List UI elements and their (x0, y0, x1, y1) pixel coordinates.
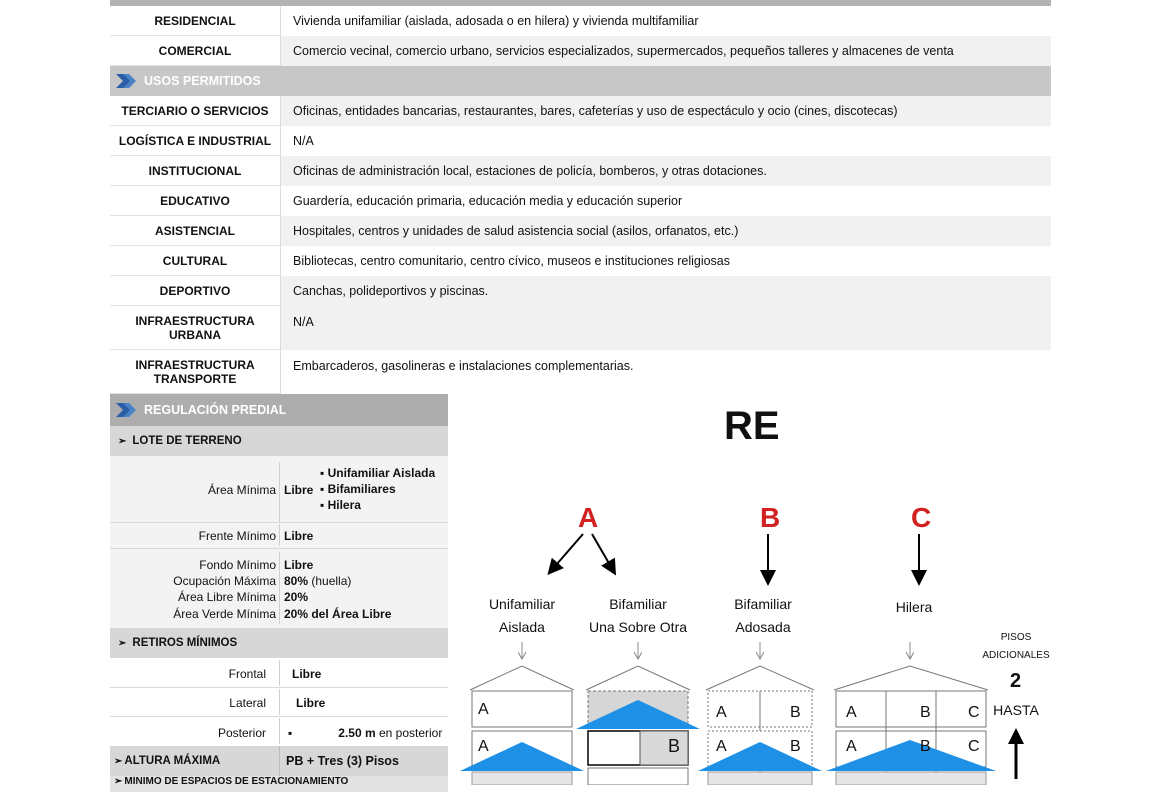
section-header-usos-permitidos (110, 66, 1051, 96)
row-value: Oficinas, entidades bancarias, restaurantes, bares, cafeterías y uso de espectáculo y ocio (cines, discotecas) (280, 96, 1051, 126)
row-value: Canchas, polideportivos y piscinas. (280, 276, 1051, 306)
arrow-right-icon: ➢ (118, 435, 127, 447)
unit-label: A (846, 738, 857, 755)
type-label: Aislada (499, 619, 545, 635)
row-label: TERCIARIO O SERVICIOS (110, 96, 280, 126)
letter-a: A (578, 502, 599, 533)
row-label: INFRAESTRUCTURA URBANA (110, 306, 280, 350)
field-label: Ocupación Máxima (173, 574, 276, 588)
field-value: Libre (284, 529, 314, 543)
house-bifamiliar-sobre-otra (576, 666, 700, 785)
row-label: LOGÍSTICA E INDUSTRIAL (110, 126, 280, 156)
divider (110, 716, 448, 717)
divider (279, 552, 280, 624)
divider (279, 689, 280, 715)
row-value: Guardería, educación primaria, educación media y educación superior (280, 186, 1051, 216)
hasta-label: HASTA (993, 702, 1039, 718)
arrow-up-icon (1008, 728, 1024, 744)
divider (279, 524, 280, 546)
table-row-cultural (110, 246, 1051, 276)
row-label: INSTITUCIONAL (110, 156, 280, 186)
field-value: Libre (292, 667, 322, 681)
row-label: ASISTENCIAL (110, 216, 280, 246)
bullet-item: ▪ Unifamiliar Aislada (320, 466, 436, 480)
type-label: Adosada (735, 619, 791, 635)
unit-label: C (968, 738, 980, 755)
letter-c: C (911, 502, 932, 533)
row-value: Comercio vecinal, comercio urbano, servicios especializados, supermercados, pequeños talleres y almacenes de venta (280, 36, 1051, 66)
arrow-right-icon: ➢ (114, 755, 123, 767)
unit-label: B (790, 704, 801, 721)
type-label: Una Sobre Otra (588, 619, 688, 635)
section-title: REGULACIÓN PREDIAL (144, 403, 287, 417)
row-label: RESIDENCIAL (110, 6, 280, 36)
subsection-lote-de-terreno (110, 426, 448, 456)
subsection-title: RETIROS MÍNIMOS (132, 637, 238, 649)
letter-b: B (760, 502, 781, 533)
divider (279, 462, 280, 522)
table-row-asistencial (110, 216, 1051, 246)
row-label: CULTURAL (110, 246, 280, 276)
field-label: Lateral (229, 696, 266, 710)
row-label: EDUCATIVO (110, 186, 280, 216)
table-row-comercial (110, 36, 1051, 66)
field-value: Libre (284, 558, 314, 572)
section-header-regulacion-predial (110, 394, 448, 426)
section-title: USOS PERMITIDOS (144, 74, 261, 88)
unit-label: B (920, 704, 931, 721)
table-row-infraestructura-transporte (110, 350, 1051, 394)
table-row-residencial (110, 6, 1051, 36)
subsection-retiros-minimos (110, 628, 448, 658)
divider (279, 746, 280, 776)
altura-value: PB + Tres (3) Pisos (286, 754, 399, 768)
type-label: Bifamiliar (734, 596, 792, 612)
field-label: Frontal (228, 667, 266, 681)
subsection-altura-maxima (110, 746, 448, 776)
subsection-estacionamiento (110, 776, 448, 792)
unit-label: A (846, 704, 857, 721)
table-row-deportivo (110, 276, 1051, 306)
subsection-title: LOTE DE TERRENO (132, 435, 242, 447)
type-label: Unifamiliar (488, 596, 556, 612)
type-label: Hilera (895, 599, 933, 615)
unit-label: B (790, 738, 801, 755)
field-value: 20% del Área Libre (284, 607, 392, 621)
table-row-institucional (110, 156, 1051, 186)
arrow-down-icon (550, 534, 583, 572)
pisos-label: PISOS (1000, 632, 1032, 643)
divider (279, 718, 280, 744)
unit-label: B (668, 736, 681, 756)
unit-label: B (920, 738, 931, 755)
row-label: DEPORTIVO (110, 276, 280, 306)
divider (110, 522, 448, 523)
housing-typology-diagram (448, 394, 1051, 785)
pisos-label: ADICIONALES (982, 650, 1050, 661)
row-value: N/A (280, 126, 1051, 156)
field-label: Área Mínima (207, 483, 276, 497)
bullet-item: ▪ Bifamiliares (320, 482, 396, 496)
type-label: Bifamiliar (609, 596, 667, 612)
table-row-logistica (110, 126, 1051, 156)
field-label: Fondo Mínimo (199, 558, 276, 572)
arrow-down-icon (592, 534, 614, 572)
row-value: Bibliotecas, centro comunitario, centro cívico, museos e instituciones religiosas (280, 246, 1051, 276)
pisos-number: 2 (1010, 670, 1022, 692)
divider (110, 548, 448, 549)
field-value: Libre (284, 483, 314, 497)
arrow-right-icon: ➢ (114, 776, 123, 787)
unit-label: A (478, 738, 489, 755)
field-value: 20% (284, 590, 309, 604)
divider (279, 660, 280, 686)
table-row-infraestructura-urbana (110, 306, 1051, 350)
diagram-drawing (448, 394, 1051, 785)
row-value: Oficinas de administración local, estaciones de policía, bomberos, y otras dotaciones. (280, 156, 1051, 186)
double-chevron-icon (116, 74, 138, 88)
field-label: Área Libre Mínima (177, 590, 276, 604)
field-value: ▪ 2.50 m en posterior (288, 726, 443, 740)
subsection-title: ALTURA MÁXIMA (124, 755, 221, 767)
row-value: Hospitales, centros y unidades de salud asistencia social (asilos, orfanatos, etc.) (280, 216, 1051, 246)
unit-label: A (716, 704, 727, 721)
row-label: COMERCIAL (110, 36, 280, 66)
arrow-right-icon: ➢ (118, 637, 127, 649)
row-label: INFRAESTRUCTURA TRANSPORTE (110, 350, 280, 394)
row-value: N/A (280, 306, 1051, 350)
field-label: Área Verde Mínima (173, 607, 276, 621)
field-value: 80% (huella) (284, 574, 352, 588)
bullet-item: ▪ Hilera (320, 498, 361, 512)
field-label: Posterior (217, 726, 266, 740)
unit-label: A (716, 738, 727, 755)
diagram-title: RE (724, 404, 780, 448)
subsection-title: MÍNIMO DE ESPACIOS DE ESTACIONAMIENTO (124, 776, 349, 787)
unit-label: C (968, 704, 980, 721)
unit-label: A (478, 701, 489, 718)
double-chevron-icon (116, 403, 138, 417)
row-value: Vivienda unifamiliar (aislada, adosada o en hilera) y vivienda multifamiliar (280, 6, 1051, 36)
row-value: Embarcaderos, gasolineras e instalaciones complementarias. (280, 350, 1051, 394)
divider (110, 687, 448, 688)
table-row-educativo (110, 186, 1051, 216)
house-hilera (826, 666, 996, 785)
table-row-terciario (110, 96, 1051, 126)
house-bifamiliar-adosada (698, 666, 822, 785)
field-value: Libre (296, 696, 326, 710)
field-label: Frente Mínimo (198, 529, 276, 543)
house-unifamiliar-aislada (460, 666, 584, 785)
